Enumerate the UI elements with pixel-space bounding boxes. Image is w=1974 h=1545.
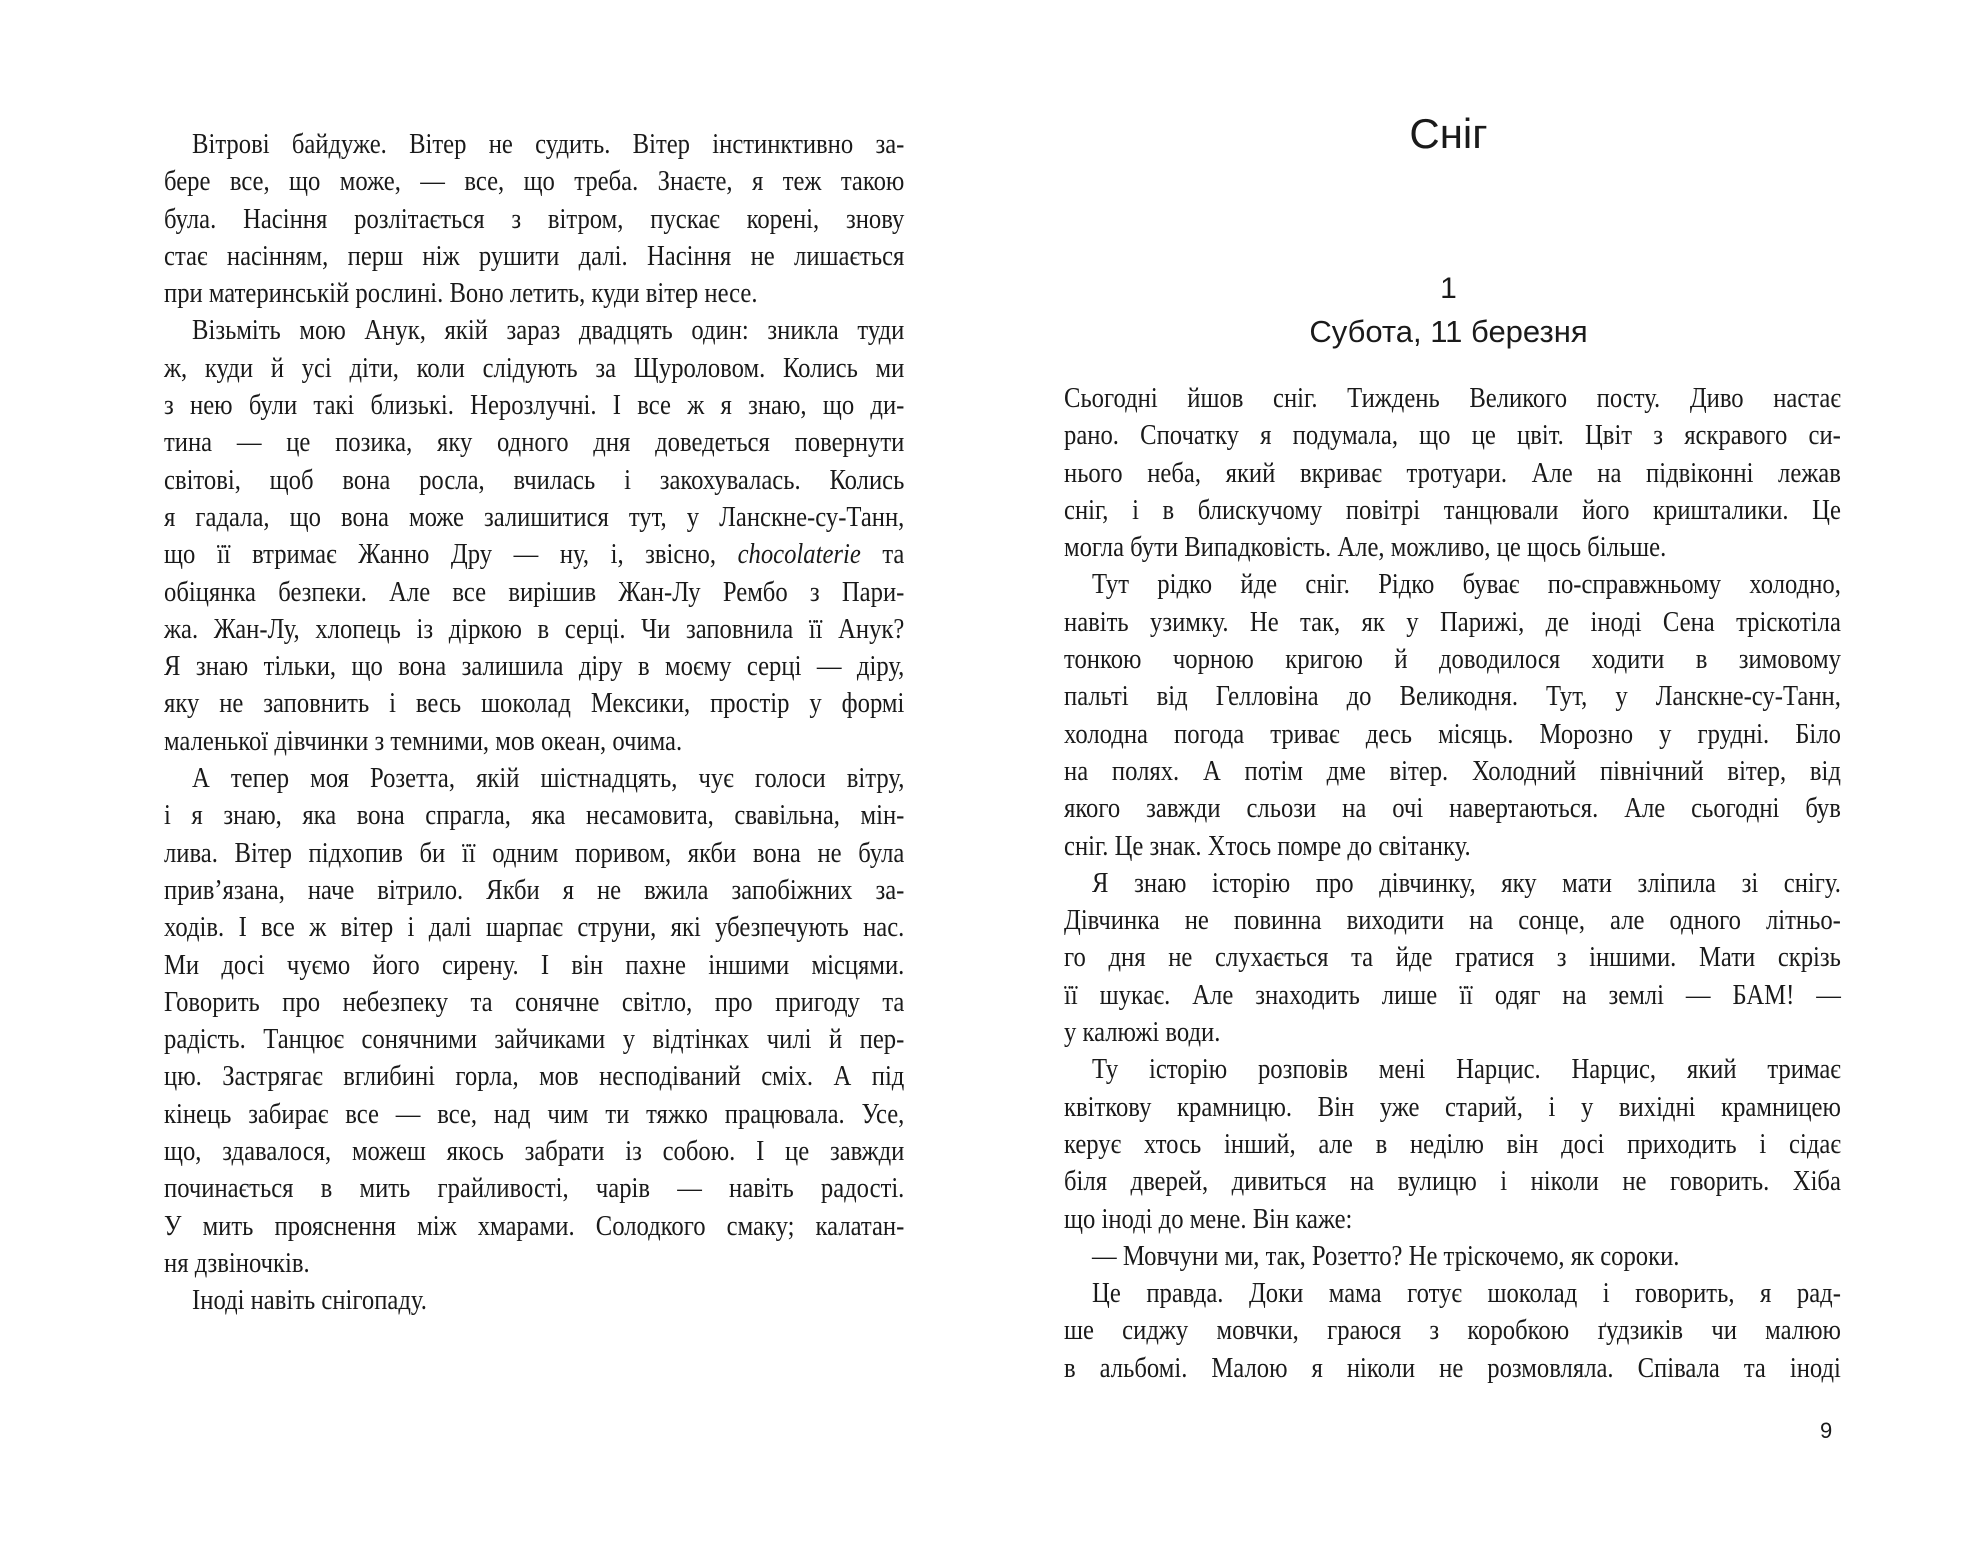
text-line-content: що іноді до мене. Він каже: bbox=[1064, 1202, 1353, 1235]
text-line-content: стає насінням, перш ніж рушити далі. Насіння не лишається bbox=[164, 239, 905, 272]
chapter-date: Субота, 11 березня bbox=[1309, 314, 1588, 349]
text-line-content: Це правда. Доки мама готує шоколад і говорить, я рад- bbox=[1092, 1277, 1841, 1310]
text-line bbox=[164, 126, 904, 163]
text-line-content: Тут рідко йде сніг. Рідко буває по-справжньому холодно, bbox=[1092, 568, 1841, 601]
text-line-content: квіткову крамницю. Він уже старий, і у вихідні крамницею bbox=[1064, 1090, 1841, 1123]
text-line bbox=[164, 648, 904, 685]
text-line bbox=[164, 387, 904, 424]
text-line bbox=[1064, 641, 1841, 678]
text-line bbox=[164, 574, 904, 611]
text-line-content: могла бути Випадковість. Але, можливо, це щось більше. bbox=[1064, 531, 1667, 564]
text-line bbox=[1064, 753, 1841, 790]
page-number: 9 bbox=[1820, 1418, 1833, 1443]
text-line-content: була. Насіння розлітається з вітром, пускає корені, знову bbox=[164, 202, 905, 235]
text-line bbox=[164, 984, 904, 1021]
text-line bbox=[164, 499, 904, 536]
text-line-content: лива. Вітер підхопив би її одним поривом, якби вона не була bbox=[164, 836, 905, 869]
text-line-content: ж, куди й усі діти, коли слідують за Щуроловом. Колись ми bbox=[164, 351, 905, 384]
text-line bbox=[164, 424, 904, 461]
text-line-content: кінець забирає все — все, над чим ти тяжко працювала. Усе, bbox=[164, 1097, 905, 1130]
text-line bbox=[164, 1208, 904, 1245]
text-line bbox=[164, 835, 904, 872]
text-line bbox=[164, 536, 904, 573]
text-line-content: Вітрові байдуже. Вітер не судить. Вітер інстинктивно за- bbox=[192, 128, 905, 160]
text-line-content: Говорить про небезпеку та сонячне світло, про пригоду та bbox=[164, 985, 905, 1018]
text-line bbox=[1064, 1126, 1841, 1163]
text-line-content: жа. Жан-Лу, хлопець із діркою в серці. Чи заповнила її Анук? bbox=[164, 612, 905, 645]
text-line bbox=[1064, 1238, 1841, 1275]
text-line bbox=[1064, 1163, 1841, 1200]
text-line-content: маленької дівчинки з темними, мов океан, очима. bbox=[164, 724, 683, 757]
text-line bbox=[164, 1096, 904, 1133]
text-line bbox=[164, 201, 904, 238]
text-line bbox=[164, 685, 904, 722]
text-line bbox=[1064, 865, 1841, 902]
text-line bbox=[164, 1021, 904, 1058]
text-line-content: Ту історію розповів мені Нарцис. Нарцис, який тримає bbox=[1092, 1053, 1841, 1086]
right-page bbox=[987, 0, 1974, 1545]
text-line bbox=[1064, 1201, 1841, 1238]
right-page-body-text bbox=[1064, 380, 1841, 1387]
text-line bbox=[1064, 529, 1841, 566]
text-line bbox=[1064, 604, 1841, 641]
text-line bbox=[1064, 678, 1841, 715]
chapter-number: 1 bbox=[1440, 272, 1457, 305]
text-line-content: світові, щоб вона росла, вчилась і закохувалась. Колись bbox=[164, 463, 905, 496]
text-line-content: пальті від Гелловіна до Великодня. Тут, у Ланскне-су-Танн, bbox=[1064, 680, 1841, 713]
text-line-content: сніг, і в блискучому повітрі танцювали його кришталики. Це bbox=[1064, 493, 1841, 526]
text-line-content: — Мовчуни ми, так, Розетто? Не тріскочемо, як сороки. bbox=[1092, 1239, 1680, 1272]
text-line bbox=[164, 947, 904, 984]
text-line bbox=[1064, 1350, 1841, 1387]
text-line bbox=[1064, 790, 1841, 827]
text-line bbox=[164, 1282, 904, 1319]
text-line-content: Ми досі чуємо його сирену. І він пахне іншими місцями. bbox=[164, 948, 905, 981]
text-line-content: при материнській рослині. Воно летить, куди вітер несе. bbox=[164, 277, 758, 310]
text-line-content: що, здавалося, можеш якось забрати із собою. І це завжди bbox=[164, 1135, 905, 1168]
text-line-content: Я знаю історію про дівчинку, яку мати зліпила зі снігу. bbox=[1092, 866, 1841, 899]
text-line bbox=[164, 1245, 904, 1282]
text-line-content: у калюжі води. bbox=[1064, 1016, 1221, 1049]
text-line bbox=[164, 909, 904, 946]
text-line-content: навіть узимку. Не так, як у Парижі, де іноді Сена тріскотіла bbox=[1064, 605, 1841, 638]
text-line-content: рано. Спочатку я подумала, що це цвіт. Цвіт з яскравого си- bbox=[1064, 419, 1841, 452]
text-line bbox=[1064, 1312, 1841, 1349]
text-line-content: керує хтось інший, але в неділю він досі приходить і сідає bbox=[1064, 1127, 1841, 1160]
text-line-content: Візьміть мою Анук, якій зараз двадцять один: зникла туди bbox=[192, 314, 905, 347]
text-line-content: бере все, що може, — все, що треба. Знаєте, я теж такою bbox=[164, 165, 905, 198]
text-line-content: з нею були такі близькі. Нерозлучні. І все ж я знаю, що ди- bbox=[164, 389, 905, 422]
text-line bbox=[164, 1133, 904, 1170]
text-line bbox=[164, 312, 904, 349]
text-line-content: ня дзвіночків. bbox=[164, 1246, 310, 1279]
text-line bbox=[164, 238, 904, 275]
italic-word: chocolaterie bbox=[737, 538, 861, 571]
text-line-content: У мить прояснення між хмарами. Солодкого смаку; калатан- bbox=[164, 1209, 905, 1242]
text-line bbox=[1064, 828, 1841, 865]
text-line bbox=[1064, 939, 1841, 976]
text-line bbox=[164, 275, 904, 312]
text-line-content: Дівчинка не повинна виходити на сонце, але одного літньо- bbox=[1064, 904, 1841, 937]
text-line-content: в альбомі. Малою я ніколи не розмовляла. Співала та іноді bbox=[1064, 1351, 1841, 1384]
text-line bbox=[1064, 1089, 1841, 1126]
text-line-content: А тепер моя Розетта, якій шістнадцять, чує голоси вітру, bbox=[192, 762, 905, 795]
text-line-content: та bbox=[860, 538, 905, 571]
text-line-content: прив’язана, наче вітрило. Якби я не вжила запобіжних за- bbox=[164, 873, 905, 906]
text-line bbox=[1064, 977, 1841, 1014]
text-line-content: біля дверей, дивиться на вулицю і ніколи не говорить. Хіба bbox=[1064, 1165, 1841, 1198]
chapter-title: Сніг bbox=[1409, 110, 1488, 157]
text-line bbox=[1064, 1275, 1841, 1312]
text-line bbox=[164, 462, 904, 499]
text-line bbox=[164, 723, 904, 760]
text-line bbox=[1064, 417, 1841, 454]
text-line-content: ше сиджу мовчки, граюся з коробкою ґудзиків чи малюю bbox=[1064, 1314, 1841, 1347]
text-line-content: го дня не слухається та йде гратися з іншими. Мати скрізь bbox=[1064, 941, 1841, 974]
text-line bbox=[1064, 566, 1841, 603]
text-line-content: ходів. І все ж вітер і далі шарпає струни, які убезпечують нас. bbox=[164, 911, 905, 944]
text-line-content: Я знаю тільки, що вона залишила діру в моєму серці — діру, bbox=[164, 650, 905, 683]
text-line bbox=[1064, 716, 1841, 753]
text-line-content: що її втримає Жанно Дру — ну, і, звісно, bbox=[164, 538, 738, 571]
text-line-content: тина — це позика, яку одного дня доведеться повернути bbox=[164, 426, 905, 459]
text-line bbox=[1064, 380, 1841, 417]
text-line-content: яку не заповнить і весь шоколад Мексики, простір у формі bbox=[164, 687, 905, 720]
text-line bbox=[164, 872, 904, 909]
text-line-content: нього неба, який вкриває тротуари. Але на підвіконні лежав bbox=[1064, 456, 1841, 489]
text-line bbox=[1064, 1051, 1841, 1088]
text-line-content: її шукає. Але знаходить лише її одяг на землі — БАМ! — bbox=[1064, 978, 1841, 1011]
text-line bbox=[1064, 902, 1841, 939]
text-line-content: цю. Застрягає вглибині горла, мов несподіваний сміх. А під bbox=[164, 1060, 905, 1093]
text-line bbox=[164, 611, 904, 648]
text-line bbox=[164, 760, 904, 797]
text-line bbox=[164, 163, 904, 200]
text-line bbox=[1064, 492, 1841, 529]
text-line bbox=[164, 797, 904, 834]
text-line-content: починається в мить грайливості, чарів — навіть радості. bbox=[164, 1172, 905, 1205]
text-line-content: Іноді навіть снігопаду. bbox=[192, 1284, 427, 1317]
text-line-content: сніг. Це знак. Хтось помре до світанку. bbox=[1064, 829, 1471, 862]
text-line bbox=[1064, 1014, 1841, 1051]
text-line-content: холодна погода триває десь місяць. Морозно у грудні. Біло bbox=[1064, 717, 1841, 750]
text-line-content: я гадала, що вона може залишитися тут, у Ланскне-су-Танн, bbox=[164, 500, 905, 533]
text-line-content: на полях. А потім дме вітер. Холодний північний вітер, від bbox=[1064, 754, 1841, 787]
text-line bbox=[164, 1058, 904, 1095]
text-line-content: радість. Танцює сонячними зайчиками у відтінках чилі й пер- bbox=[164, 1023, 905, 1056]
text-line bbox=[164, 350, 904, 387]
text-line bbox=[164, 1170, 904, 1207]
left-page-body-text bbox=[164, 126, 904, 1320]
text-line bbox=[1064, 455, 1841, 492]
text-line-content: і я знаю, яка вона спрагла, яка несамовита, свавільна, мін- bbox=[164, 799, 905, 832]
text-line-content: Сьогодні йшов сніг. Тиждень Великого посту. Диво настає bbox=[1064, 382, 1841, 414]
text-line-content: тонкою чорною кригою й доводилося ходити в зимовому bbox=[1064, 643, 1841, 676]
text-line-content: обіцянка безпеки. Але все вирішив Жан-Лу Рембо з Пари- bbox=[164, 575, 905, 608]
text-line-content: якого завжди сльози на очі навертаються. Але сьогодні був bbox=[1064, 792, 1841, 825]
